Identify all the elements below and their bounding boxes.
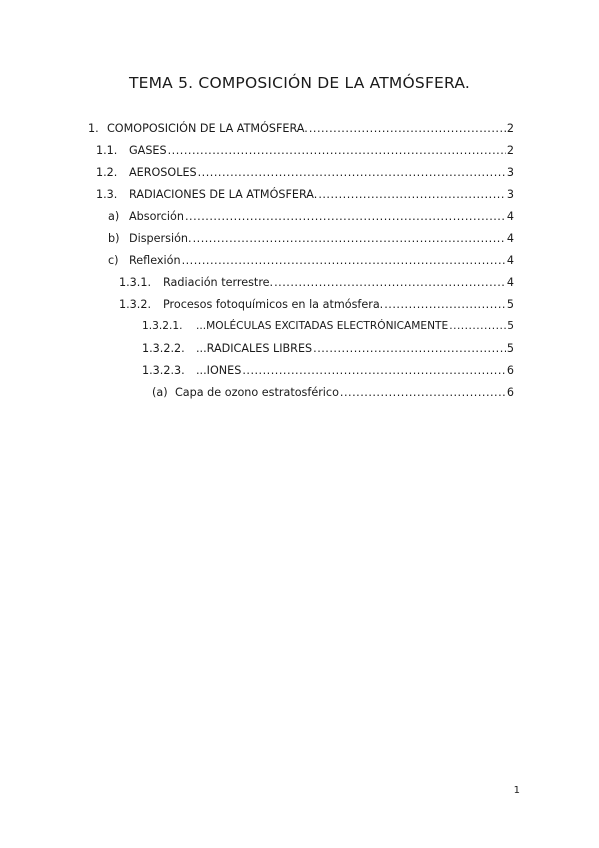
toc-entry-page: 6 [506,386,514,399]
toc-dot-leader [193,230,506,247]
toc-entry-number: 1.3.2.2. [142,342,185,355]
toc-entry[interactable] [96,186,514,203]
toc-entry-page: 2 [506,122,514,135]
toc-entry-label: Capa de ozono estratosférico [175,386,339,399]
toc-dot-leader [274,274,506,291]
toc-entry-label: Radiación terrestre. [163,276,274,289]
toc-dot-leader [168,142,506,159]
page-title: TEMA 5. COMPOSICIÓN DE LA ATMÓSFERA. [128,74,471,92]
toc-entry-label: ...IONES [196,364,242,377]
page-number: 1 [513,785,520,796]
toc-entry-page: 5 [506,298,514,311]
toc-entry-number: 1.3. [96,188,118,201]
toc-entry-page: 3 [506,166,514,179]
toc-entry-number: a) [108,210,120,223]
toc-entry[interactable] [152,384,514,401]
toc-dot-leader [198,164,506,181]
toc-entry[interactable] [88,120,514,137]
toc-dot-leader [182,252,506,269]
toc-dot-leader [340,384,506,401]
toc-entry-page: 4 [506,254,514,267]
toc-dot-leader [313,340,506,357]
toc-dot-leader [384,296,506,313]
toc-entry[interactable] [142,318,514,335]
toc-entry[interactable] [142,340,514,357]
toc-entry-label: ...MOLÉCULAS EXCITADAS ELECTRÓNICAMENTE [196,320,449,332]
toc-dot-leader [318,186,506,203]
toc-entry-label: Procesos fotoquímicos en la atmósfera. [163,298,384,311]
toc-dot-leader [309,120,506,137]
toc-entry-page: 4 [506,232,514,245]
toc-entry-number: c) [108,254,119,267]
toc-entry-page: 3 [506,188,514,201]
toc-entry-page: 4 [506,210,514,223]
toc-entry[interactable] [119,296,514,313]
toc-entry[interactable] [119,274,514,291]
toc-entry-label: RADIACIONES DE LA ATMÓSFERA. [129,188,318,201]
toc-entry-label: AEROSOLES [129,166,197,179]
toc-entry-label: Dispersión. [129,232,192,245]
toc-dot-leader [242,362,506,379]
toc-entry-page: 2 [506,144,514,157]
toc-entry-label: ...RADICALES LIBRES [196,342,313,355]
toc-entry[interactable] [108,208,514,225]
toc-entry[interactable] [96,164,514,181]
toc-entry-number: 1.3.1. [119,276,152,289]
toc-entry-page: 6 [506,364,514,377]
toc-dot-leader [449,318,506,335]
toc-entry[interactable] [108,230,514,247]
toc-entry-label: COMOPOSICIÓN DE LA ATMÓSFERA. [107,122,308,135]
toc-entry-page: 5 [506,342,514,355]
toc-entry[interactable] [96,142,514,159]
toc-entry-label: Reflexión [129,254,181,267]
toc-dot-leader [185,208,506,225]
toc-entry-number: 1.3.2.3. [142,364,185,377]
toc-entry[interactable] [142,362,514,379]
toc-entry-page: 5 [507,320,514,332]
toc-entry-number: 1.1. [96,144,118,157]
toc-entry-label: Absorción [129,210,184,223]
toc-entry-label: GASES [129,144,167,157]
toc-entry-number: 1. [88,122,99,135]
toc-entry-number: b) [108,232,120,245]
toc-entry[interactable] [108,252,514,269]
toc-entry-number: 1.3.2. [119,298,152,311]
toc-entry-number: 1.2. [96,166,118,179]
toc-entry-number: 1.3.2.1. [142,320,183,332]
toc-entry-page: 4 [506,276,514,289]
toc-entry-number: (a) [152,386,168,399]
